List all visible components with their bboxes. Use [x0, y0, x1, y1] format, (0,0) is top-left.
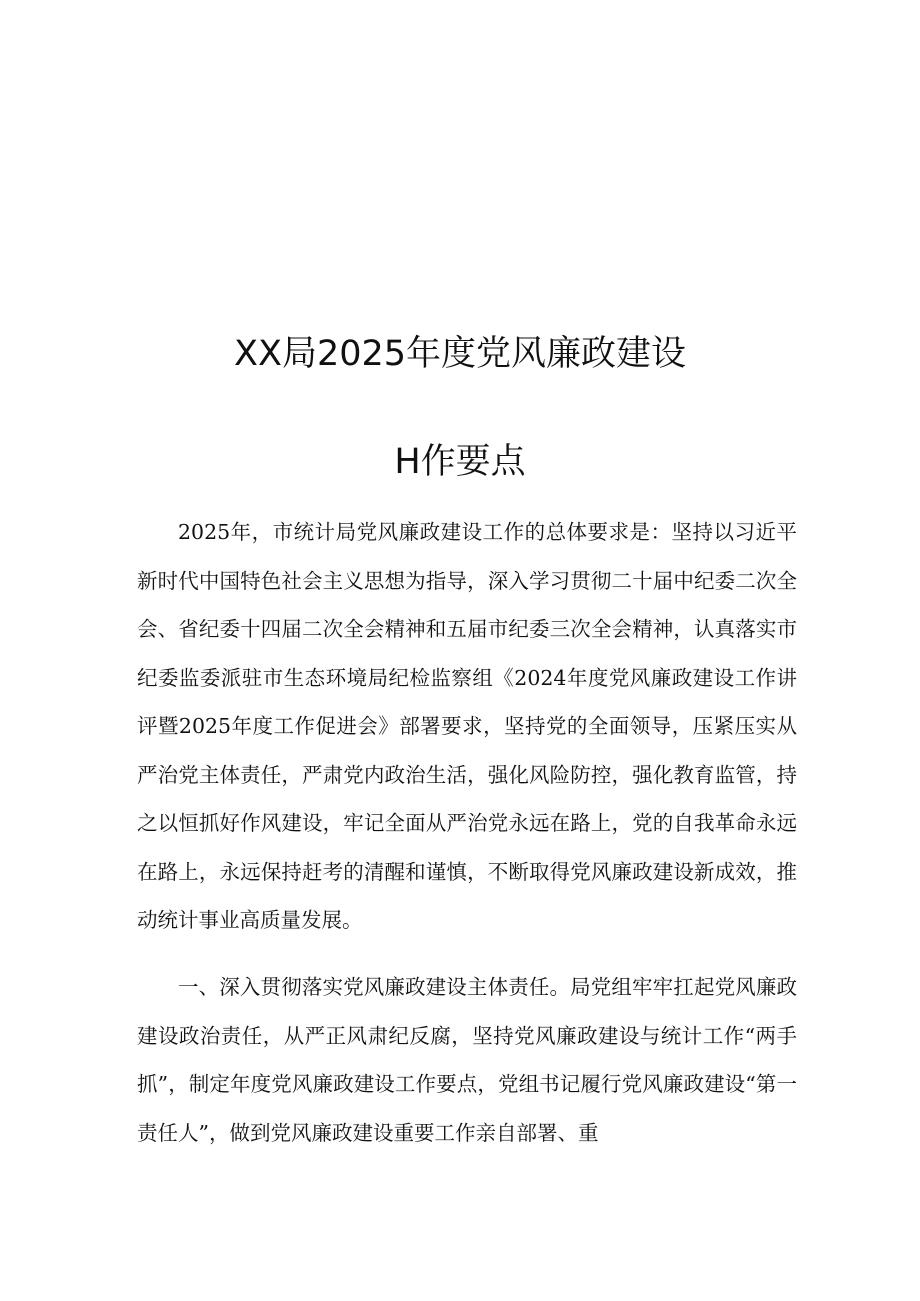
document-title-line-1: XX局2025年度党风廉政建设: [233, 334, 687, 374]
paragraph-section-1: 一、深入贯彻落实党风廉政建设主体责任。局党组牢牢扛起党风廉政建设政治责任，从严正风肃纪反腐，坚持党风廉政建设与统计工作“两手抓”，制定年度党风廉政建设工作要点，党组书记履行党风廉政建设“第一责任人”，做到党风廉政建设重要工作亲自部署、重: [137, 975, 797, 1145]
paragraph-intro: 2025年，市统计局党风廉政建设工作的总体要求是：坚持以习近平新时代中国特色社会主义思想为指导，深入学习贯彻二十届中纪委二次全会、省纪委十四届二次全会精神和五届市纪委三次全会精神，认真落实市纪委监委派驻市生态环境局纪检监察组《2024年度党风廉政建设工作讲评暨2025年度工作促进会》部署要求，坚持党的全面领导，压紧压实从严治党主体责任，严肃党内政治生活，强化风险防控，强化教育监管，持之以恒抓好作风建设，牢记全面从严治党永远在路上，党的自我革命永远在路上，永远保持赶考的清醒和谨慎，不断取得党风廉政建设新成效，推动统计事业高质量发展。: [137, 520, 797, 932]
document-title-line-2: H作要点: [394, 442, 526, 482]
